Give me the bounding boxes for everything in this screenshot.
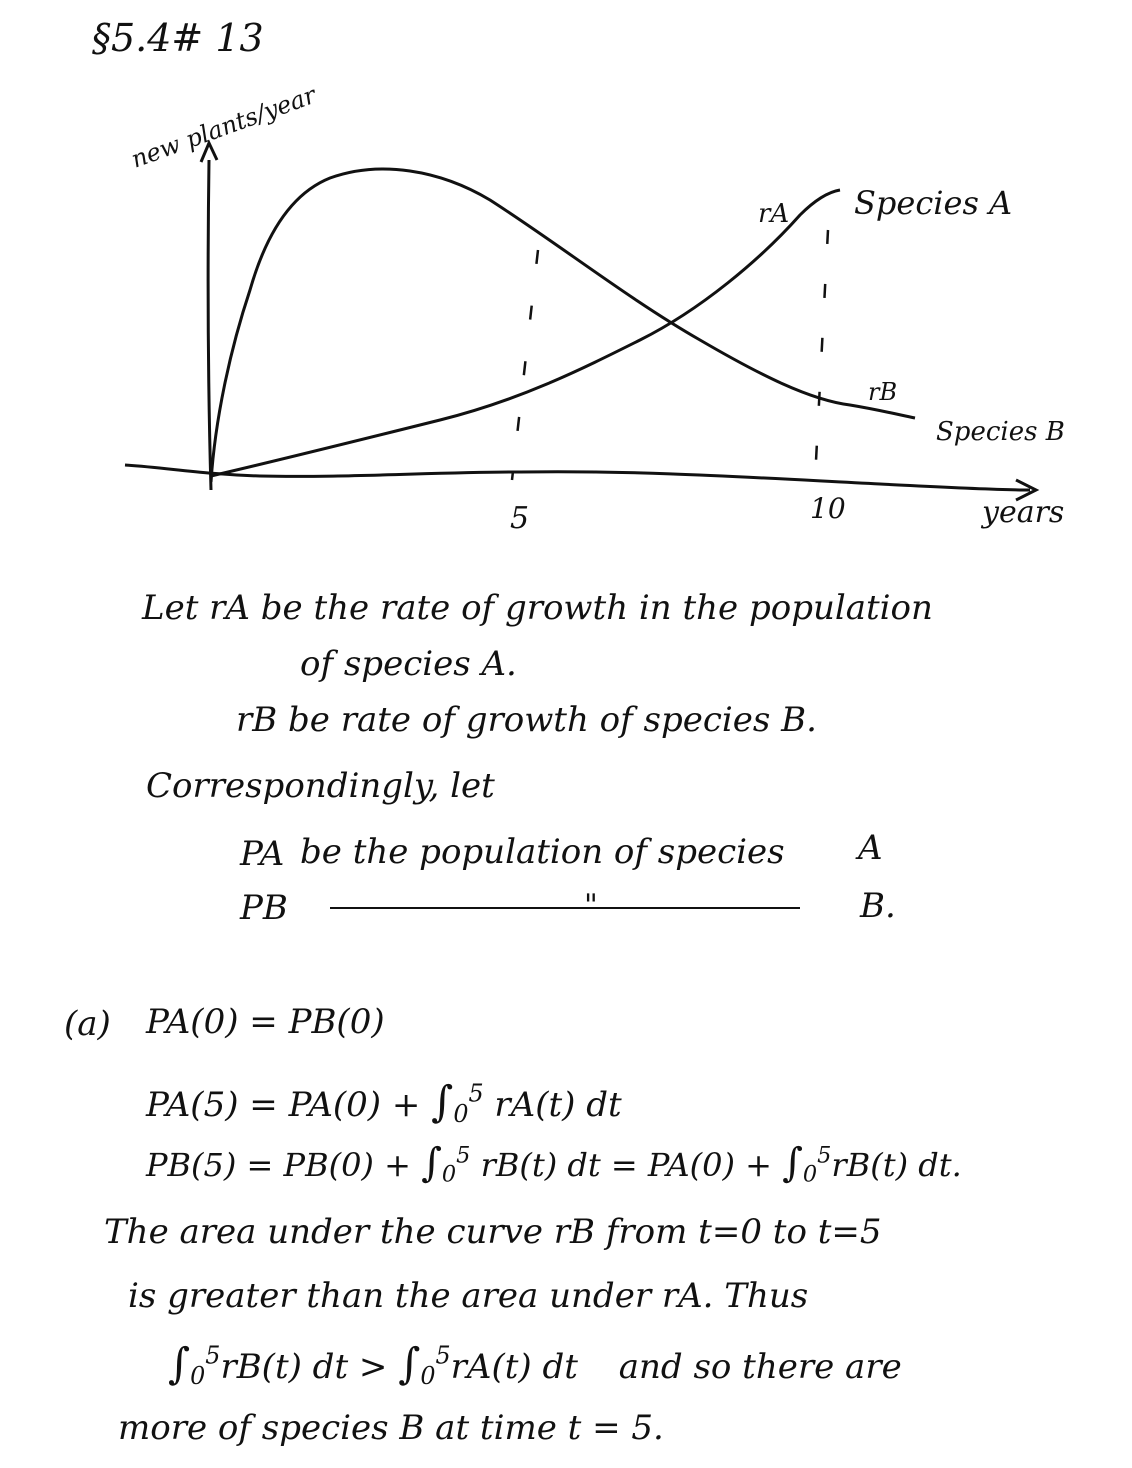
curve-a-label: rA <box>758 199 790 229</box>
ditto-line <box>330 907 800 909</box>
dashed-line-t5 <box>512 250 538 480</box>
x-axis <box>125 465 1030 490</box>
integral-lower: 0 <box>802 1161 818 1188</box>
equation-pa5-lhs: PA(5) = PA(0) + <box>146 1085 432 1125</box>
curve-b-label: rB <box>868 378 898 406</box>
part-a-label: (a) <box>64 1004 111 1044</box>
definition-pa-species: A <box>858 828 883 868</box>
definition-line-3: rB be rate of growth of species B. <box>236 700 817 740</box>
y-axis <box>208 160 211 490</box>
growth-rate-graph <box>0 0 1132 560</box>
integral-upper: 5 <box>468 1079 484 1108</box>
definition-pb-symbol: PB <box>240 888 288 928</box>
y-axis-label: new plants/year <box>127 80 320 174</box>
dashed-line-t10 <box>815 230 828 480</box>
inequality-line <box>168 1340 902 1390</box>
curve-b-name: Species B <box>936 417 1065 447</box>
integral-sign: ∫ <box>168 1340 191 1389</box>
curve-species-a <box>211 190 840 476</box>
integral-sign: ∫ <box>421 1140 442 1186</box>
equation-pa5 <box>146 1078 622 1128</box>
inequality-tail: and so there are <box>618 1347 902 1387</box>
equation-pb5-lhs: PB(5) = PB(0) + <box>146 1146 422 1184</box>
integral-upper: 5 <box>817 1142 832 1169</box>
integrand-rb: rB(t) dt <box>480 1146 601 1184</box>
integrand-rb: rB(t) dt <box>220 1347 349 1387</box>
integrand-ra: rA(t) dt <box>450 1347 578 1387</box>
tick-label-5: 5 <box>510 501 530 536</box>
x-axis-label: years <box>982 495 1065 530</box>
integrand-rb-2: rB(t) dt. <box>831 1146 962 1184</box>
conclusion-line-2: is greater than the area under rA. Thus <box>128 1276 809 1316</box>
equation-pb5-rhs: = PA(0) + <box>610 1146 783 1184</box>
definition-pa-text: be the population of species <box>300 832 785 872</box>
curve-species-b <box>211 169 915 482</box>
definition-line-2: of species A. <box>300 644 517 684</box>
integrand-ra: rA(t) dt <box>494 1085 622 1125</box>
integral-lower: 0 <box>420 1361 436 1390</box>
greater-than: > <box>358 1347 388 1387</box>
ditto-mark: " <box>584 888 598 923</box>
equation-pb5 <box>146 1140 962 1188</box>
problem-header: §5.4# 13 <box>92 16 264 60</box>
integral-sign: ∫ <box>398 1340 421 1389</box>
integral-upper: 5 <box>435 1341 451 1370</box>
conclusion-line-3: more of species B at time t = 5. <box>118 1408 664 1448</box>
equation-initial: PA(0) = PB(0) <box>146 1002 385 1042</box>
definition-line-4: Correspondingly, let <box>146 766 495 806</box>
integral-sign: ∫ <box>431 1078 454 1127</box>
definition-pa-symbol: PA <box>240 834 285 874</box>
integral-upper: 5 <box>456 1142 471 1169</box>
tick-label-10: 10 <box>810 492 846 525</box>
integral-upper: 5 <box>205 1341 221 1370</box>
conclusion-line-1: The area under the curve rB from t=0 to t=5 <box>104 1212 882 1252</box>
curve-a-name: Species A <box>854 184 1013 222</box>
integral-sign: ∫ <box>782 1140 803 1186</box>
integral-lower: 0 <box>453 1099 469 1128</box>
definition-pb-species: B. <box>860 886 896 926</box>
integral-lower: 0 <box>441 1161 457 1188</box>
definition-line-1: Let rA be the rate of growth in the population <box>142 588 933 628</box>
integral-lower: 0 <box>190 1361 206 1390</box>
